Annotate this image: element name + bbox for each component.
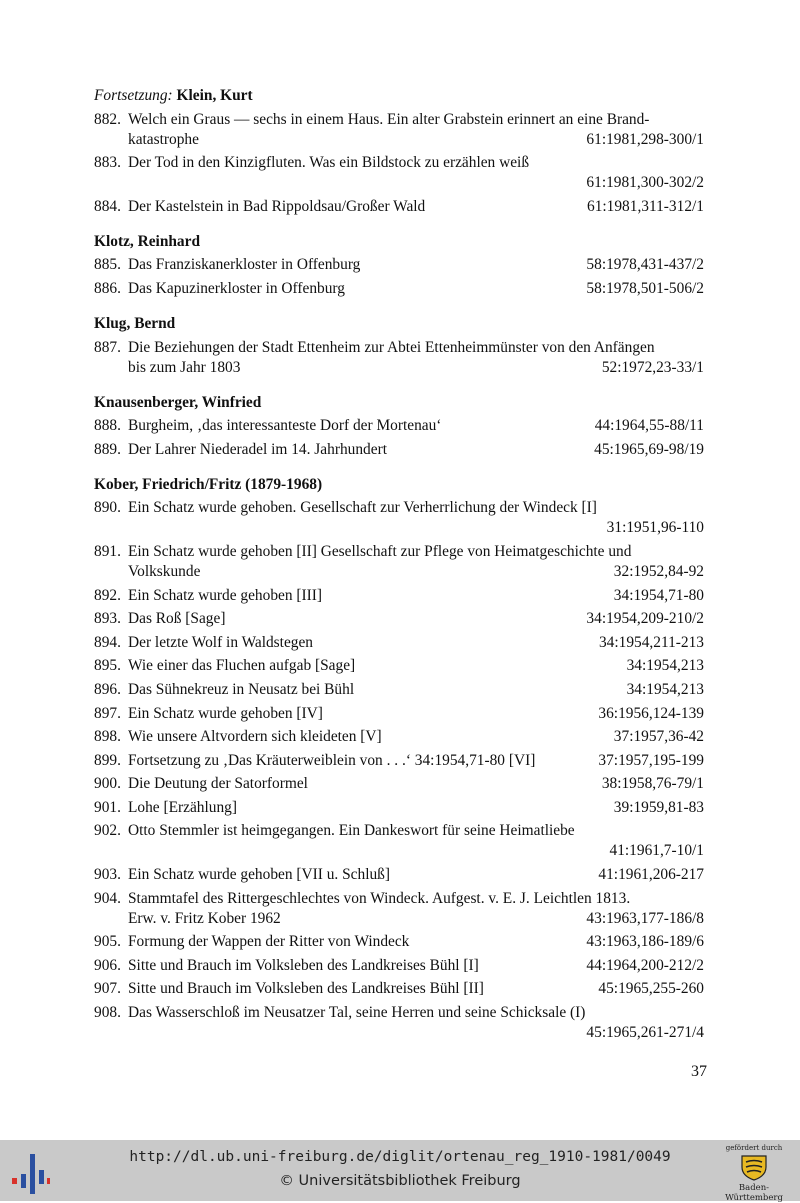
entry-number: 891.: [94, 542, 121, 560]
entry-reference: 36:1956,124-139: [598, 704, 704, 722]
entry-number: 908.: [94, 1004, 121, 1022]
entry-title-line: Welch ein Graus — sechs in einem Haus. Ein alter Grabstein erinnert an eine Brand-: [128, 110, 650, 128]
entry-number: 899.: [94, 751, 121, 769]
sponsor-name: Baden-Württemberg: [725, 1183, 783, 1203]
bibliography-entry: [94, 255, 704, 275]
entry-reference: 45:1965,261-271/4: [586, 1024, 704, 1042]
author-name: Klotz, Reinhard: [94, 232, 201, 250]
entry-title-line: Ein Schatz wurde gehoben. Gesellschaft zur Verherrlichung der Windeck [I]: [128, 499, 597, 517]
entry-title-line: bis zum Jahr 1803: [128, 358, 241, 376]
entry-reference: 34:1954,71-80: [613, 586, 704, 604]
entry-number: 894.: [94, 633, 121, 651]
bibliography-entry: [94, 609, 704, 629]
bibliography-entry: [94, 416, 704, 436]
bibliography-entry: [94, 979, 704, 999]
bibliography-entry: [94, 498, 704, 538]
entry-number: 895.: [94, 657, 121, 675]
entry-title-line: Das Wasserschloß im Neusatzer Tal, seine Herren und seine Schicksale (I): [128, 1004, 586, 1022]
entry-reference: 44:1964,200-212/2: [586, 956, 704, 974]
entry-reference: 39:1959,81-83: [613, 798, 704, 816]
entry-title-line: Formung der Wappen der Ritter von Windeck: [128, 933, 410, 951]
entry-number: 906.: [94, 956, 121, 974]
baden-wuerttemberg-crest-icon: [739, 1153, 769, 1181]
entry-reference: 31:1951,96-110: [606, 519, 704, 537]
entry-number: 897.: [94, 704, 121, 722]
entry-number: 901.: [94, 798, 121, 816]
bibliography-entry: [94, 656, 704, 676]
entry-title-line: Ein Schatz wurde gehoben [II] Gesellschaft zur Pflege von Heimatgeschichte und: [128, 542, 632, 560]
author-heading: [94, 314, 704, 334]
author-name: Klug, Bernd: [94, 314, 176, 332]
entry-reference: 34:1954,213: [626, 657, 704, 675]
entry-title-line: Lohe [Erzählung]: [128, 798, 237, 816]
bibliography-entry: [94, 338, 704, 378]
entry-number: 905.: [94, 933, 121, 951]
author-section: [94, 393, 704, 460]
entry-title-line: Ein Schatz wurde gehoben [III]: [128, 586, 323, 604]
entry-reference: 32:1952,84-92: [613, 562, 704, 580]
entry-reference: 34:1954,209-210/2: [586, 610, 704, 628]
entry-reference: 45:1965,255-260: [598, 980, 704, 998]
entry-reference: 58:1978,501-506/2: [586, 279, 704, 297]
bibliography-entry: [94, 774, 704, 794]
entry-title-line: Erw. v. Fritz Kober 1962: [128, 909, 281, 927]
footer-bar: [0, 1140, 800, 1201]
author-section: [94, 314, 704, 378]
source-url-link[interactable]: http://dl.ub.uni-freiburg.de/diglit/ortenau_reg_1910-1981/0049: [129, 1149, 671, 1165]
entry-number: 893.: [94, 610, 121, 628]
entry-number: 886.: [94, 279, 121, 297]
entry-title-line: Das Roß [Sage]: [128, 610, 226, 628]
entry-title-line: Der Kastelstein in Bad Rippoldsau/Großer Wald: [128, 197, 426, 215]
entry-title-line: Der Lahrer Niederadel im 14. Jahrhundert: [128, 440, 387, 458]
entry-number: 896.: [94, 680, 121, 698]
bibliography-entry: [94, 153, 704, 193]
entry-title-line: Stammtafel des Rittergeschlechtes von Windeck. Aufgest. v. E. J. Leichtlen 1813.: [128, 889, 631, 907]
entry-number: 904.: [94, 889, 121, 907]
bibliography-entry: [94, 889, 704, 929]
entry-title-line: Sitte und Brauch im Volksleben des Landkreises Bühl [I]: [128, 956, 479, 974]
entry-number: 907.: [94, 980, 121, 998]
entry-number: 882.: [94, 110, 121, 128]
entry-title-line: Der letzte Wolf in Waldstegen: [128, 633, 314, 651]
author-heading: [94, 86, 704, 106]
entry-reference: 61:1981,311-312/1: [587, 197, 704, 215]
entry-number: 892.: [94, 586, 121, 604]
entry-number: 902.: [94, 822, 121, 840]
entry-title-line: Wie unsere Altvordern sich kleideten [V]: [128, 728, 382, 746]
bibliography-entry: [94, 751, 704, 771]
entry-title-line: Volkskunde: [128, 562, 201, 580]
bibliography-entry: [94, 197, 704, 217]
entry-reference: 58:1978,431-437/2: [586, 256, 704, 274]
bibliography-entry: [94, 542, 704, 582]
entry-number: 883.: [94, 154, 121, 172]
bibliography-entry: [94, 279, 704, 299]
entry-title-line: Sitte und Brauch im Volksleben des Landkreises Bühl [II]: [128, 980, 484, 998]
entry-title-line: Wie einer das Fluchen aufgab [Sage]: [128, 657, 356, 675]
entry-reference: 38:1958,76-79/1: [601, 775, 704, 793]
entry-title-line: katastrophe: [128, 130, 199, 148]
entry-reference: 61:1981,298-300/1: [586, 130, 704, 148]
bibliography-entry: [94, 1003, 704, 1043]
author-name: Klein, Kurt: [176, 87, 253, 104]
entry-title-line: Die Deutung der Satorformel: [128, 775, 308, 793]
entry-number: 890.: [94, 499, 121, 517]
bibliography-entry: [94, 586, 704, 606]
author-heading: [94, 393, 704, 413]
bibliography-entry: [94, 727, 704, 747]
bibliography-entry: [94, 633, 704, 653]
entry-reference: 41:1961,7-10/1: [609, 842, 704, 860]
entry-number: 887.: [94, 338, 121, 356]
entry-reference: 37:1957,36-42: [613, 728, 704, 746]
entry-number: 888.: [94, 417, 121, 435]
entry-number: 898.: [94, 728, 121, 746]
entry-reference: 37:1957,195-199: [598, 751, 704, 769]
copyright-text: © Universitätsbibliothek Freiburg: [279, 1173, 521, 1189]
entry-title-line: Das Sühnekreuz in Neusatz bei Bühl: [128, 680, 355, 698]
entry-reference: 43:1963,177-186/8: [586, 909, 704, 927]
entry-reference: 44:1964,55-88/11: [594, 417, 704, 435]
author-name: Knausenberger, Winfried: [94, 393, 262, 411]
entry-title-line: Der Tod in den Kinzigfluten. Was ein Bildstock zu erzählen weiß: [128, 154, 530, 172]
bibliography-list: [94, 86, 704, 1043]
entry-reference: 34:1954,211-213: [598, 633, 704, 651]
bibliography-entry: [94, 704, 704, 724]
sponsor-logo: [718, 1144, 790, 1203]
entry-title-line: Ein Schatz wurde gehoben [VII u. Schluß]: [128, 866, 390, 884]
entry-title-line: Die Beziehungen der Stadt Ettenheim zur Abtei Ettenheimmünster von den Anfängen: [128, 338, 655, 356]
entry-title-line: Fortsetzung zu ‚Das Kräuterweiblein von . . .‘ 34:1954,71-80 [VI]: [128, 751, 536, 769]
author-heading: [94, 232, 704, 252]
author-section: [94, 86, 704, 217]
author-section: [94, 475, 704, 1043]
bibliography-entry: [94, 821, 704, 861]
sponsor-label: gefördert durch: [725, 1144, 783, 1152]
entry-number: 900.: [94, 775, 121, 793]
author-heading: [94, 475, 704, 495]
entry-reference: 43:1963,186-189/6: [586, 933, 704, 951]
entry-title-line: Das Franziskanerkloster in Offenburg: [128, 256, 361, 274]
bibliography-entry: [94, 440, 704, 460]
bibliography-entry: [94, 932, 704, 952]
entry-title-line: Otto Stemmler ist heimgegangen. Ein Dankeswort für seine Heimatliebe: [128, 822, 575, 840]
entry-number: 903.: [94, 866, 121, 884]
entry-title-line: Ein Schatz wurde gehoben [IV]: [128, 704, 323, 722]
entry-number: 889.: [94, 440, 121, 458]
entry-number: 884.: [94, 197, 121, 215]
author-section: [94, 232, 704, 299]
bibliography-entry: [94, 956, 704, 976]
bibliography-entry: [94, 798, 704, 818]
entry-reference: 61:1981,300-302/2: [586, 174, 704, 192]
continuation-label: Fortsetzung:: [94, 87, 173, 104]
page-number: 37: [691, 1063, 707, 1080]
author-name: Kober, Friedrich/Fritz (1879-1968): [94, 475, 323, 493]
entry-reference: 45:1965,69-98/19: [594, 440, 704, 458]
bibliography-entry: [94, 680, 704, 700]
entry-title-line: Burgheim, ‚das interessanteste Dorf der Mortenau‘: [128, 417, 442, 435]
bibliography-entry: [94, 865, 704, 885]
entry-reference: 34:1954,213: [626, 680, 704, 698]
entry-reference: 52:1972,23-33/1: [601, 358, 704, 376]
entry-number: 885.: [94, 256, 121, 274]
entry-reference: 41:1961,206-217: [598, 866, 704, 884]
bibliography-entry: [94, 110, 704, 150]
entry-title-line: Das Kapuzinerkloster in Offenburg: [128, 279, 345, 297]
